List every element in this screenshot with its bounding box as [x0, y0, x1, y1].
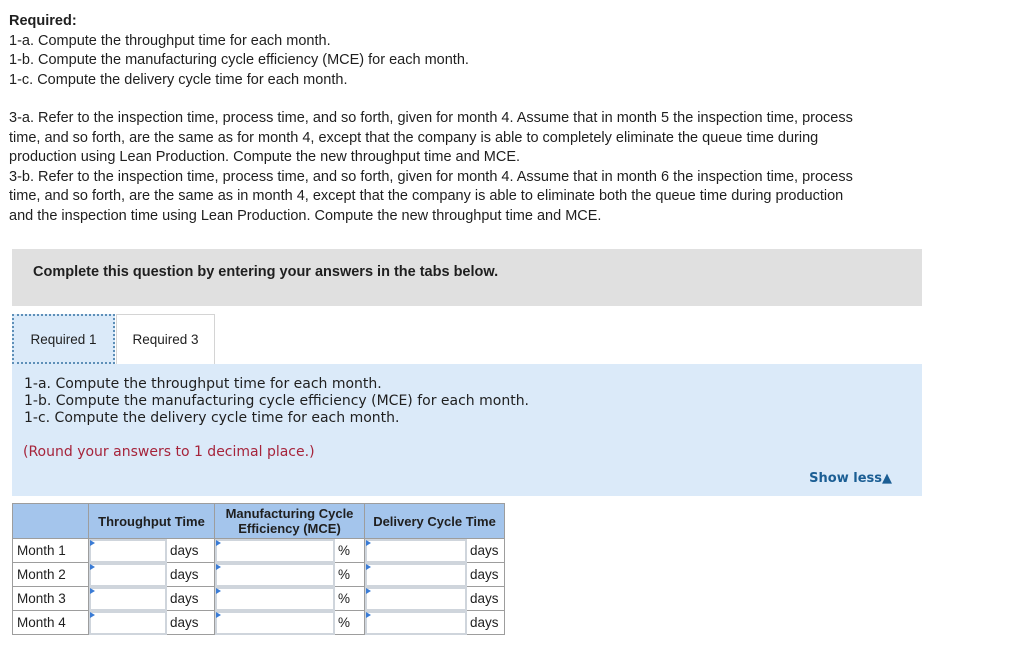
throughput-time-input[interactable] [89, 612, 166, 634]
answer-table [12, 503, 505, 635]
delivery-cycle-time-input[interactable] [365, 612, 466, 634]
mce-unit: % [335, 539, 365, 563]
delivery-unit: days [467, 611, 505, 635]
mce-unit: % [335, 587, 365, 611]
question-line: 1-c. Compute the delivery cycle time for each month. [9, 71, 348, 88]
throughput-input-cell[interactable] [89, 563, 167, 587]
header-throughput-time: Throughput Time [89, 504, 215, 539]
delivery-unit: days [467, 539, 505, 563]
delivery-cycle-time-input[interactable] [365, 564, 466, 586]
delivery-input-cell[interactable] [365, 611, 467, 635]
throughput-input-cell[interactable] [89, 611, 167, 635]
question-line: and the inspection time using Lean Production. Compute the new throughput time and MCE. [9, 207, 602, 224]
question-line: production using Lean Production. Compute the new throughput time and MCE. [9, 149, 521, 165]
throughput-unit: days [167, 587, 215, 611]
tab-panel [12, 364, 922, 496]
delivery-unit: days [467, 563, 505, 587]
delivery-unit: days [467, 587, 505, 611]
throughput-time-input[interactable] [89, 540, 166, 562]
panel-line: 1-a. Compute the throughput time for each month. [24, 376, 382, 392]
mce-input[interactable] [215, 564, 334, 586]
mce-input-cell[interactable] [215, 587, 335, 611]
throughput-input-cell[interactable] [89, 587, 167, 611]
table-row [13, 611, 505, 635]
question-line: 1-a. Compute the throughput time for each month. [9, 32, 331, 49]
mce-input[interactable] [215, 612, 334, 634]
show-less-link[interactable] [809, 471, 892, 486]
table-row [13, 563, 505, 587]
show-less-label: Show less [809, 471, 882, 486]
required-heading: Required: [9, 13, 77, 29]
delivery-input-cell[interactable] [365, 563, 467, 587]
mce-unit: % [335, 563, 365, 587]
month-label: Month 4 [13, 611, 89, 635]
month-label: Month 1 [13, 539, 89, 563]
panel-line: 1-b. Compute the manufacturing cycle efficiency (MCE) for each month. [24, 393, 530, 409]
throughput-unit: days [167, 539, 215, 563]
instructions-text: Complete this question by entering your answers in the tabs below. [33, 264, 499, 280]
mce-input-cell[interactable] [215, 563, 335, 587]
header-delivery-cycle-time: Delivery Cycle Time [365, 504, 505, 539]
panel-line: 1-c. Compute the delivery cycle time for each month. [24, 410, 400, 426]
table-header-row [13, 504, 505, 539]
question-line: 3-b. Refer to the inspection time, process time, and so forth, given for month 4. Assume that in month 6 the inspection time, process [9, 168, 853, 185]
throughput-unit: days [167, 611, 215, 635]
table-header-blank [13, 504, 89, 539]
month-label: Month 3 [13, 587, 89, 611]
table-row [13, 539, 505, 563]
throughput-unit: days [167, 563, 215, 587]
question-line: time, and so forth, are the same as for month 4, except that the company is able to completely eliminate the queue time during [9, 129, 819, 146]
question-text [9, 12, 999, 226]
question-line: time, and so forth, are the same as in month 4, except that the company is able to eliminate both the queue time during production [9, 188, 844, 204]
table-row [13, 587, 505, 611]
throughput-time-input[interactable] [89, 588, 166, 610]
mce-input[interactable] [215, 540, 334, 562]
tab-required-3[interactable]: Required 3 [116, 314, 215, 364]
question-line: 1-b. Compute the manufacturing cycle efficiency (MCE) for each month. [9, 52, 469, 68]
panel-instructions [24, 376, 529, 427]
rounding-note: (Round your answers to 1 decimal place.) [23, 444, 315, 460]
delivery-input-cell[interactable] [365, 539, 467, 563]
delivery-cycle-time-input[interactable] [365, 540, 466, 562]
month-label: Month 2 [13, 563, 89, 587]
header-mce: Manufacturing Cycle Efficiency (MCE) [215, 504, 365, 539]
throughput-input-cell[interactable] [89, 539, 167, 563]
mce-input[interactable] [215, 588, 334, 610]
tab-required-1[interactable]: Required 1 [12, 314, 115, 364]
mce-input-cell[interactable] [215, 539, 335, 563]
mce-unit: % [335, 611, 365, 635]
mce-input-cell[interactable] [215, 611, 335, 635]
instructions-bar [12, 249, 922, 306]
delivery-input-cell[interactable] [365, 587, 467, 611]
triangle-up-icon: ▲ [882, 471, 892, 486]
delivery-cycle-time-input[interactable] [365, 588, 466, 610]
question-line: 3-a. Refer to the inspection time, process time, and so forth, given for month 4. Assume that in month 5 the inspection time, process [9, 110, 853, 126]
throughput-time-input[interactable] [89, 564, 166, 586]
